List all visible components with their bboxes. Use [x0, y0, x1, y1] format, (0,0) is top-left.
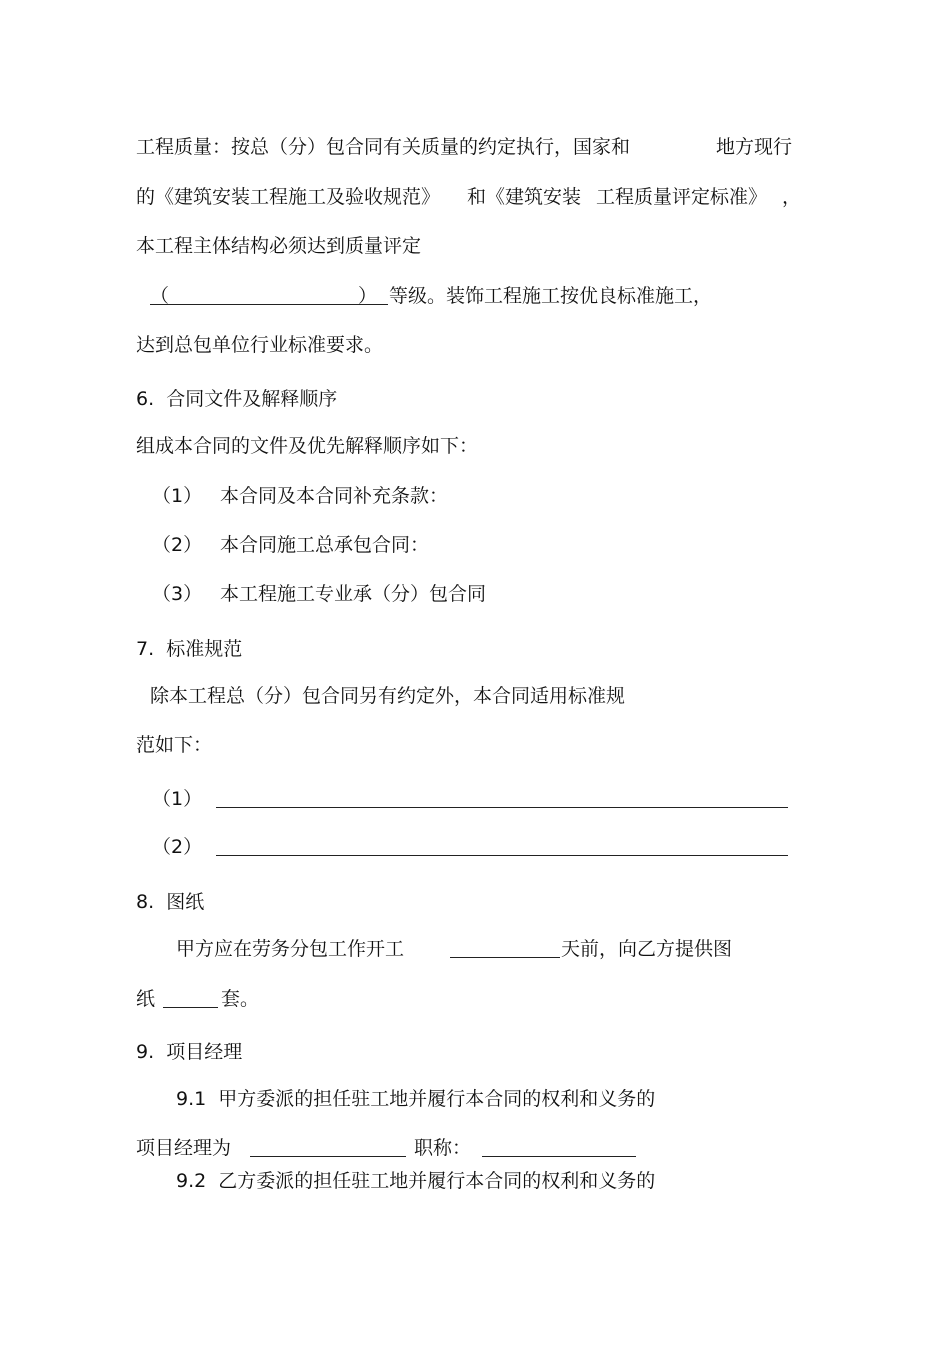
section8-heading: 8. 图纸 — [136, 891, 205, 913]
quality-open-paren: （ — [150, 285, 170, 307]
section7-item-1-num: （1） — [152, 788, 203, 810]
quality-line-2b: 和《建筑安装 — [467, 186, 582, 208]
quality-line-2d: ， — [782, 186, 802, 208]
section6-item-1-num: （1） — [152, 485, 203, 507]
section6-heading: 6. 合同文件及解释顺序 — [136, 388, 338, 410]
section6-item-3-num: （3） — [152, 583, 203, 605]
section9-title-blank — [482, 1136, 636, 1157]
quality-grade-blank — [150, 284, 388, 305]
quality-close-paren: ） — [358, 285, 378, 307]
section6-item-2-num: （2） — [152, 534, 203, 556]
section7-intro-a: 除本工程总（分）包合同另有约定外，本合同适用标准规 — [150, 685, 626, 707]
section6-intro: 组成本合同的文件及优先解释顺序如下： — [136, 435, 479, 457]
quality-line-2a: 的《建筑安装工程施工及验收规范》 — [136, 186, 441, 208]
section9-p1: 9.1 甲方委派的担任驻工地并履行本合同的权利和义务的 — [176, 1088, 656, 1110]
quality-line-5: 达到总包单位行业标准要求。 — [136, 334, 384, 356]
section8-line-1b: 天前，向乙方提供图 — [561, 938, 733, 960]
section8-line-2b: 套。 — [221, 988, 260, 1010]
section9-p2: 9.2 乙方委派的担任驻工地并履行本合同的权利和义务的 — [176, 1170, 656, 1192]
section8-days-blank — [450, 937, 560, 958]
section8-line-1a: 甲方应在劳务分包工作开工 — [176, 938, 405, 960]
section7-item-2-num: （2） — [152, 836, 203, 858]
section6-item-1-text: 本合同及本合同补充条款： — [220, 485, 449, 507]
section6-item-3-text: 本工程施工专业承（分）包合同 — [220, 583, 487, 605]
section7-intro-b: 范如下： — [136, 734, 213, 756]
quality-line-1a: 工程质量：按总（分）包合同有关质量的约定执行，国家和 — [136, 136, 631, 158]
section8-line-2a: 纸 — [136, 988, 156, 1010]
section9-manager-label: 项目经理为 — [136, 1137, 232, 1159]
section7-item-1-blank — [216, 787, 788, 808]
section7-heading: 7. 标准规范 — [136, 638, 243, 660]
section8-sets-blank — [163, 987, 218, 1008]
section9-heading: 9. 项目经理 — [136, 1041, 243, 1063]
section6-item-2-text: 本合同施工总承包合同： — [220, 534, 430, 556]
section9-manager-blank — [250, 1136, 406, 1157]
section7-item-2-blank — [216, 835, 788, 856]
section9-title-label: 职称： — [414, 1137, 472, 1159]
quality-line-3: 本工程主体结构必须达到质量评定 — [136, 235, 422, 257]
quality-line-1b: 地方现行 — [716, 136, 793, 158]
quality-line-4: 等级。装饰工程施工按优良标准施工， — [389, 285, 713, 307]
quality-line-2c: 工程质量评定标准》 — [596, 186, 768, 208]
